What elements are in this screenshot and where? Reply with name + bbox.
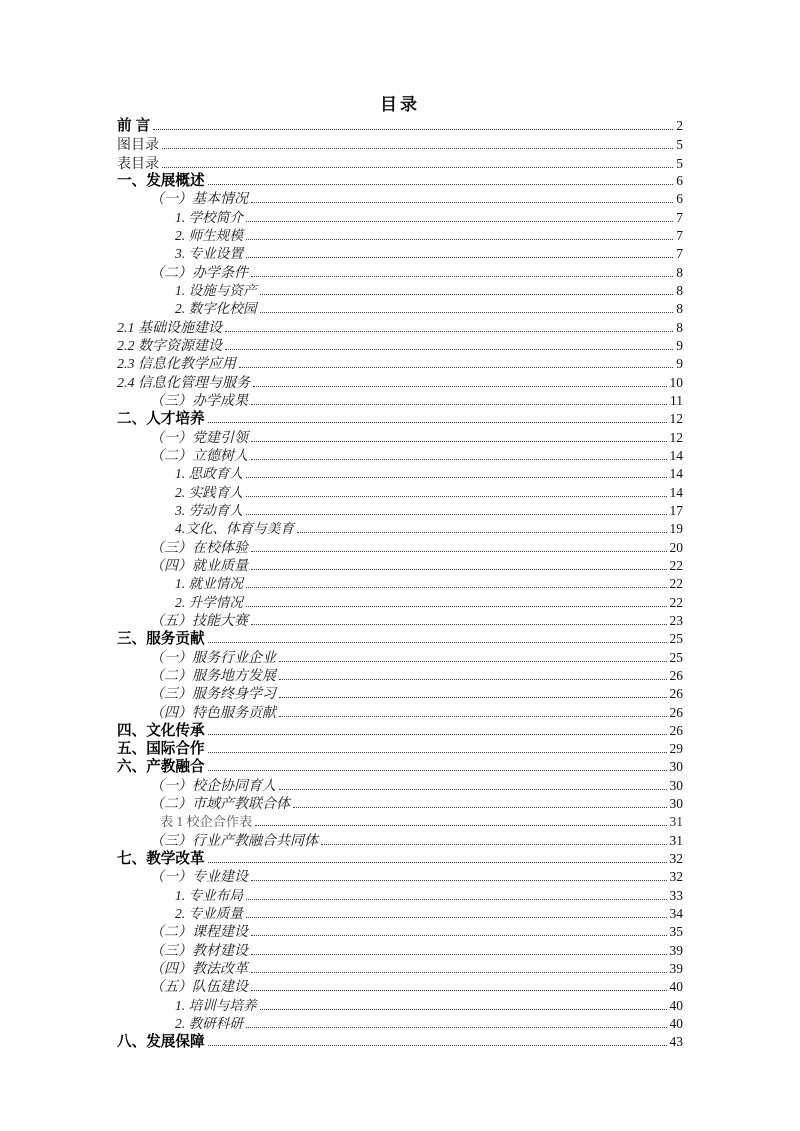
toc-entry-page-number: 22 bbox=[669, 576, 683, 592]
toc-entry[interactable] bbox=[117, 465, 683, 483]
toc-entry[interactable] bbox=[117, 685, 683, 703]
dot-leader bbox=[321, 844, 667, 845]
toc-entry-page-number: 26 bbox=[669, 667, 683, 683]
toc-entry-page-number: 11 bbox=[670, 392, 683, 408]
dot-leader bbox=[246, 221, 673, 222]
toc-entry-label: （一）基本情况 bbox=[150, 192, 248, 208]
toc-entry-page-number: 23 bbox=[669, 612, 683, 628]
toc-entry-label: 1. 思政育人 bbox=[175, 466, 243, 482]
dot-leader bbox=[208, 734, 667, 735]
dot-leader bbox=[260, 312, 674, 313]
toc-entry-page-number: 12 bbox=[669, 429, 683, 445]
toc-entry-label: （一）专业建设 bbox=[150, 870, 248, 886]
dot-leader bbox=[208, 770, 667, 771]
dot-leader bbox=[251, 990, 667, 991]
toc-list bbox=[117, 117, 683, 1052]
dot-leader bbox=[279, 679, 667, 680]
toc-entry[interactable] bbox=[117, 850, 683, 868]
toc-entry-label: （一）服务行业企业 bbox=[150, 650, 276, 666]
toc-entry-label: 表 1 校企合作表 bbox=[160, 814, 253, 830]
toc-entry[interactable] bbox=[117, 630, 683, 648]
toc-entry[interactable] bbox=[117, 594, 683, 612]
toc-entry[interactable] bbox=[117, 190, 683, 208]
toc-entry-page-number: 30 bbox=[669, 796, 683, 812]
toc-entry[interactable] bbox=[117, 282, 683, 300]
toc-entry-page-number: 43 bbox=[669, 1034, 683, 1050]
toc-entry-page-number: 12 bbox=[669, 411, 683, 427]
toc-entry-label: 图目录 bbox=[117, 136, 159, 153]
dot-leader bbox=[279, 789, 667, 790]
toc-entry-page-number: 14 bbox=[669, 447, 683, 463]
toc-entry-label: 2.1 基础设施建设 bbox=[117, 320, 222, 336]
toc-entry-label: 2.3 信息化教学应用 bbox=[117, 357, 236, 373]
toc-entry-page-number: 39 bbox=[669, 942, 683, 958]
toc-entry-page-number: 7 bbox=[676, 227, 683, 243]
toc-entry-page-number: 33 bbox=[669, 887, 683, 903]
dot-leader bbox=[251, 972, 667, 973]
toc-entry-label: 五、国际合作 bbox=[117, 741, 205, 758]
toc-entry-page-number: 7 bbox=[676, 209, 683, 225]
toc-entry[interactable] bbox=[117, 997, 683, 1015]
dot-leader bbox=[251, 954, 667, 955]
toc-entry-page-number: 7 bbox=[676, 246, 683, 262]
dot-leader bbox=[208, 642, 667, 643]
toc-entry-page-number: 9 bbox=[676, 356, 683, 372]
toc-entry-label: 1. 就业情况 bbox=[175, 576, 243, 592]
toc-entry[interactable] bbox=[117, 520, 683, 538]
dot-leader bbox=[260, 294, 674, 295]
toc-entry-label: 3. 专业设置 bbox=[175, 246, 243, 262]
toc-entry-page-number: 25 bbox=[669, 649, 683, 665]
dot-leader bbox=[246, 496, 667, 497]
toc-entry[interactable] bbox=[117, 960, 683, 978]
toc-entry[interactable] bbox=[117, 172, 683, 190]
toc-entry-page-number: 22 bbox=[669, 594, 683, 610]
toc-entry-label: （四）教法改革 bbox=[150, 962, 248, 978]
toc-entry-label: 一、发展概述 bbox=[117, 172, 205, 189]
toc-entry-page-number: 31 bbox=[669, 814, 683, 830]
toc-entry-label: 2. 教研科研 bbox=[175, 1016, 243, 1032]
toc-entry[interactable] bbox=[117, 795, 683, 813]
toc-entry[interactable] bbox=[117, 942, 683, 960]
toc-entry-label: 二、人才培养 bbox=[117, 411, 205, 428]
toc-entry-page-number: 22 bbox=[669, 557, 683, 573]
toc-entry[interactable] bbox=[117, 722, 683, 740]
toc-entry[interactable] bbox=[117, 1015, 683, 1033]
toc-entry-page-number: 8 bbox=[676, 282, 683, 298]
dot-leader bbox=[246, 239, 673, 240]
toc-entry[interactable] bbox=[117, 264, 683, 282]
toc-entry[interactable] bbox=[117, 740, 683, 758]
dot-leader bbox=[279, 697, 667, 698]
toc-entry-page-number: 39 bbox=[669, 961, 683, 977]
toc-entry-label: 4.文化、体育与美育 bbox=[175, 521, 294, 537]
toc-entry-page-number: 5 bbox=[676, 155, 683, 171]
toc-entry-page-number: 40 bbox=[669, 1016, 683, 1032]
toc-entry-label: （二）办学条件 bbox=[150, 265, 248, 281]
dot-leader bbox=[162, 167, 673, 168]
toc-entry[interactable] bbox=[117, 832, 683, 850]
dot-leader bbox=[153, 129, 673, 130]
dot-leader bbox=[251, 935, 667, 936]
toc-entry-page-number: 20 bbox=[669, 539, 683, 555]
toc-entry-label: （五）技能大赛 bbox=[150, 613, 248, 629]
toc-entry-page-number: 25 bbox=[669, 631, 683, 647]
toc-entry-label: 1. 专业布局 bbox=[175, 887, 243, 903]
toc-entry-page-number: 14 bbox=[669, 466, 683, 482]
toc-entry[interactable] bbox=[117, 978, 683, 996]
toc-entry[interactable] bbox=[117, 374, 683, 392]
toc-entry-label: （三）办学成果 bbox=[150, 393, 248, 409]
toc-entry-label: 七、教学改革 bbox=[117, 851, 205, 868]
toc-entry[interactable] bbox=[117, 227, 683, 245]
dot-leader bbox=[225, 331, 673, 332]
dot-leader bbox=[246, 899, 667, 900]
toc-entry-label: 表目录 bbox=[117, 154, 159, 171]
toc-entry-label: 2.4 信息化管理与服务 bbox=[117, 375, 250, 391]
toc-entry[interactable] bbox=[117, 429, 683, 447]
dot-leader bbox=[251, 202, 673, 203]
toc-entry[interactable] bbox=[117, 117, 683, 135]
toc-entry-label: （三）服务终身学习 bbox=[150, 687, 276, 703]
toc-entry[interactable] bbox=[117, 300, 683, 318]
dot-leader bbox=[208, 752, 667, 753]
toc-entry[interactable] bbox=[117, 245, 683, 263]
toc-entry-page-number: 40 bbox=[669, 997, 683, 1013]
toc-entry-page-number: 26 bbox=[669, 704, 683, 720]
dot-leader bbox=[251, 880, 667, 881]
toc-entry[interactable] bbox=[117, 667, 683, 685]
dot-leader bbox=[251, 624, 667, 625]
toc-entry-label: （三）教材建设 bbox=[150, 943, 248, 959]
dot-leader bbox=[246, 257, 673, 258]
toc-entry-page-number: 34 bbox=[669, 906, 683, 922]
toc-entry[interactable] bbox=[117, 337, 683, 355]
toc-entry-label: 2. 数字化校园 bbox=[175, 301, 257, 317]
dot-leader bbox=[253, 386, 667, 387]
toc-entry[interactable] bbox=[117, 575, 683, 593]
toc-entry-label: 六、产教融合 bbox=[117, 759, 205, 776]
toc-entry[interactable] bbox=[117, 612, 683, 630]
toc-entry[interactable] bbox=[117, 355, 683, 373]
toc-entry[interactable] bbox=[117, 502, 683, 520]
toc-entry[interactable] bbox=[117, 447, 683, 465]
toc-entry-label: （二）服务地方发展 bbox=[150, 668, 276, 684]
toc-entry-label: 1. 学校简介 bbox=[175, 209, 243, 225]
dot-leader bbox=[255, 825, 666, 826]
dot-leader bbox=[251, 459, 667, 460]
toc-entry-label: （一）校企协同育人 bbox=[150, 778, 276, 794]
dot-leader bbox=[293, 807, 667, 808]
toc-entry[interactable] bbox=[117, 154, 683, 172]
toc-entry-page-number: 40 bbox=[669, 979, 683, 995]
toc-entry-page-number: 35 bbox=[669, 924, 683, 940]
toc-entry[interactable] bbox=[117, 887, 683, 905]
toc-entry[interactable] bbox=[117, 923, 683, 941]
toc-entry[interactable] bbox=[117, 135, 683, 153]
toc-entry-page-number: 9 bbox=[676, 337, 683, 353]
toc-entry-label: 2. 专业质量 bbox=[175, 906, 243, 922]
toc-entry-label: （二）课程建设 bbox=[150, 925, 248, 941]
toc-entry[interactable] bbox=[117, 704, 683, 722]
toc-entry-page-number: 32 bbox=[669, 869, 683, 885]
toc-entry[interactable] bbox=[117, 539, 683, 557]
toc-entry-page-number: 6 bbox=[676, 172, 683, 188]
dot-leader bbox=[162, 148, 673, 149]
toc-entry-label: （二）立德树人 bbox=[150, 448, 248, 464]
toc-entry[interactable] bbox=[117, 557, 683, 575]
dot-leader bbox=[297, 532, 667, 533]
toc-entry-page-number: 26 bbox=[669, 722, 683, 738]
toc-entry-page-number: 29 bbox=[669, 741, 683, 757]
toc-entry[interactable] bbox=[117, 319, 683, 337]
toc-title: 目录 bbox=[380, 95, 420, 114]
toc-entry[interactable] bbox=[117, 209, 683, 227]
toc-entry[interactable] bbox=[117, 813, 683, 831]
toc-entry-label: （三）行业产教融合共同体 bbox=[150, 833, 318, 849]
dot-leader bbox=[246, 477, 667, 478]
toc-entry[interactable] bbox=[117, 905, 683, 923]
toc-entry-page-number: 8 bbox=[676, 301, 683, 317]
toc-entry[interactable] bbox=[117, 777, 683, 795]
dot-leader bbox=[251, 569, 667, 570]
toc-entry[interactable] bbox=[117, 410, 683, 428]
toc-entry-label: 1. 培训与培养 bbox=[175, 997, 257, 1013]
toc-entry-label: （四）就业质量 bbox=[150, 558, 248, 574]
toc-entry-label: （一）党建引领 bbox=[150, 430, 248, 446]
toc-entry-label: （二）市域产教联合体 bbox=[150, 797, 290, 813]
dot-leader bbox=[246, 1027, 667, 1028]
toc-entry-page-number: 5 bbox=[676, 137, 683, 153]
toc-entry-page-number: 19 bbox=[669, 521, 683, 537]
dot-leader bbox=[246, 606, 667, 607]
toc-entry-label: 前 言 bbox=[117, 118, 151, 134]
toc-entry-page-number: 6 bbox=[676, 191, 683, 207]
dot-leader bbox=[208, 862, 667, 863]
toc-entry-label: 2. 升学情况 bbox=[175, 594, 243, 610]
toc-entry-label: （三）在校体验 bbox=[150, 540, 248, 556]
toc-entry-page-number: 30 bbox=[669, 777, 683, 793]
dot-leader bbox=[225, 349, 673, 350]
toc-entry-label: 四、文化传承 bbox=[117, 722, 205, 739]
dot-leader bbox=[251, 276, 673, 277]
toc-entry-page-number: 14 bbox=[669, 484, 683, 500]
dot-leader bbox=[251, 404, 667, 405]
toc-entry-page-number: 30 bbox=[669, 759, 683, 775]
toc-entry-label: （五）队伍建设 bbox=[150, 980, 248, 996]
dot-leader bbox=[208, 422, 667, 423]
toc-entry-label: 2. 实践育人 bbox=[175, 484, 243, 500]
toc-entry-page-number: 17 bbox=[669, 502, 683, 518]
toc-entry-label: 三、服务贡献 bbox=[117, 631, 205, 648]
toc-entry-page-number: 8 bbox=[676, 319, 683, 335]
dot-leader bbox=[251, 551, 667, 552]
toc-entry-label: （四）特色服务贡献 bbox=[150, 705, 276, 721]
dot-leader bbox=[246, 917, 667, 918]
dot-leader bbox=[260, 1009, 667, 1010]
toc-entry[interactable] bbox=[117, 649, 683, 667]
toc-entry[interactable] bbox=[117, 758, 683, 776]
toc-entry-page-number: 10 bbox=[669, 374, 683, 390]
dot-leader bbox=[279, 716, 667, 717]
toc-entry[interactable] bbox=[117, 1033, 683, 1051]
dot-leader bbox=[279, 661, 667, 662]
toc-entry[interactable] bbox=[117, 392, 683, 410]
toc-entry-label: 2.2 数字资源建设 bbox=[117, 338, 222, 354]
dot-leader bbox=[246, 587, 667, 588]
toc-entry-label: 2. 师生规模 bbox=[175, 227, 243, 243]
dot-leader bbox=[239, 367, 673, 368]
dot-leader bbox=[208, 1045, 667, 1046]
dot-leader bbox=[208, 184, 674, 185]
toc-entry-label: 八、发展保障 bbox=[117, 1034, 205, 1051]
toc-entry-label: 3. 劳动育人 bbox=[175, 502, 243, 518]
toc-entry[interactable] bbox=[117, 484, 683, 502]
dot-leader bbox=[246, 514, 667, 515]
toc-entry-page-number: 31 bbox=[669, 832, 683, 848]
dot-leader bbox=[251, 441, 667, 442]
toc-entry-page-number: 26 bbox=[669, 686, 683, 702]
toc-entry-page-number: 32 bbox=[669, 851, 683, 867]
toc-entry[interactable] bbox=[117, 868, 683, 886]
toc-entry-page-number: 8 bbox=[676, 264, 683, 280]
toc-entry-label: 1. 设施与资产 bbox=[175, 282, 257, 298]
toc-entry-page-number: 2 bbox=[676, 118, 683, 133]
